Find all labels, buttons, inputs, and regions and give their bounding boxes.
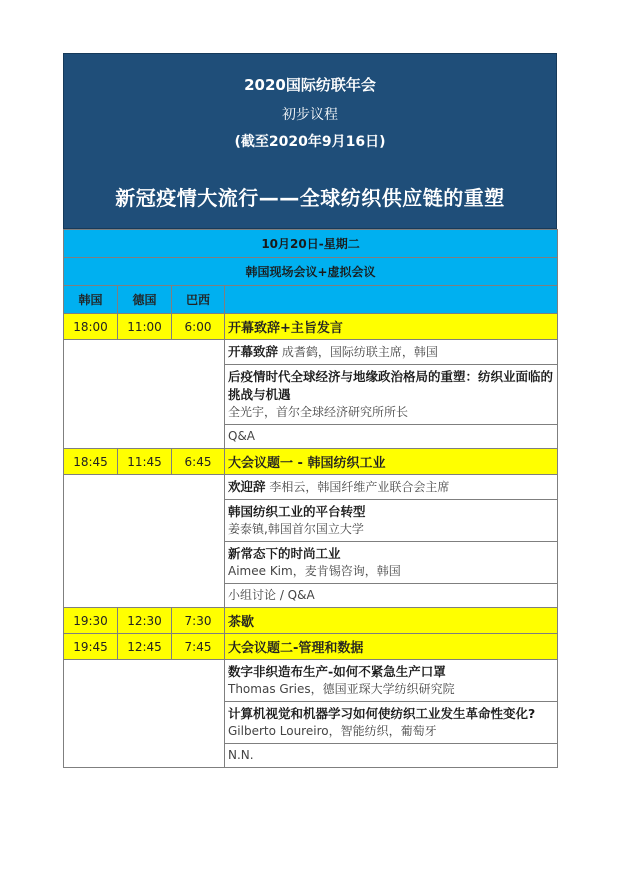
time-brazil: 6:45 [172, 449, 225, 475]
col-blank [225, 286, 558, 314]
agenda-item [225, 660, 558, 702]
item-title: 数字非织造布生产-如何不紧急生产口罩 [228, 664, 446, 679]
item-title: 开幕致辞 [228, 344, 279, 359]
col-germany: 德国 [118, 286, 172, 314]
format-band: 韩国现场会议+虚拟会议 [64, 258, 558, 286]
item-speaker: 李相云，韩国纤维产业联合会主席 [265, 480, 450, 494]
item-title: 欢迎辞 [228, 479, 266, 494]
session-title: 大会议题二-管理和数据 [225, 634, 558, 660]
time-brazil: 6:00 [172, 314, 225, 340]
col-brazil: 巴西 [172, 286, 225, 314]
event-title: 2020国际纺联年会 [244, 76, 376, 94]
time-germany: 12:30 [118, 608, 172, 634]
time-germany: 11:00 [118, 314, 172, 340]
item-title: 后疫情时代全球经济与地缘政治格局的重塑：纺织业面临的挑战与机遇 [228, 369, 554, 402]
empty-time-cell [64, 340, 225, 449]
agenda-item [225, 365, 558, 425]
agenda-item [225, 340, 558, 365]
agenda-subtitle: 初步议程 [282, 107, 338, 123]
item-text: 小组讨论 / Q&A [228, 588, 315, 602]
date-band: 10月20日-星期二 [64, 230, 558, 258]
col-korea: 韩国 [64, 286, 118, 314]
agenda-header [63, 53, 557, 229]
agenda-item [225, 425, 558, 449]
time-germany: 12:45 [118, 634, 172, 660]
agenda-date-note: (截至2020年9月16日) [234, 134, 386, 150]
agenda-item [225, 475, 558, 500]
item-title: 韩国纺织工业的平台转型 [228, 504, 366, 519]
agenda-item [225, 542, 558, 584]
time-korea: 18:45 [64, 449, 118, 475]
session-time-row [64, 634, 558, 660]
item-text: N.N. [228, 748, 254, 762]
agenda-table [63, 229, 558, 768]
time-germany: 11:45 [118, 449, 172, 475]
agenda-item [225, 744, 558, 768]
agenda-item-row [64, 475, 558, 500]
agenda-item [225, 500, 558, 542]
item-title: 计算机视觉和机器学习如何使纺织工业发生革命性变化? [228, 706, 536, 721]
item-speaker: 成耆鹤，国际纺联主席，韩国 [278, 345, 438, 359]
agenda-item [225, 584, 558, 608]
item-speaker: Gilberto Loureiro，智能纺织，葡萄牙 [228, 724, 437, 738]
agenda-item [225, 702, 558, 744]
time-korea: 18:00 [64, 314, 118, 340]
session-time-row [64, 608, 558, 634]
session-title: 开幕致辞+主旨发言 [225, 314, 558, 340]
item-speaker: 全光宇，首尔全球经济研究所所长 [228, 405, 409, 419]
session-time-row [64, 449, 558, 475]
session-time-row [64, 314, 558, 340]
time-korea: 19:30 [64, 608, 118, 634]
item-speaker: Aimee Kim，麦肯锡咨询，韩国 [228, 564, 401, 578]
conference-theme: 新冠疫情大流行——全球纺织供应链的重塑 [115, 186, 505, 210]
item-speaker: 姜泰镇,韩国首尔国立大学 [228, 522, 364, 536]
time-korea: 19:45 [64, 634, 118, 660]
agenda-item-row [64, 340, 558, 365]
empty-time-cell [64, 475, 225, 608]
session-title: 茶歇 [225, 608, 558, 634]
time-brazil: 7:45 [172, 634, 225, 660]
agenda-page [63, 53, 557, 768]
session-title: 大会议题一 - 韩国纺织工业 [225, 449, 558, 475]
time-brazil: 7:30 [172, 608, 225, 634]
timezone-header-row [64, 286, 558, 314]
item-title: 新常态下的时尚工业 [228, 546, 341, 561]
item-speaker: Thomas Gries，德国亚琛大学纺织研究院 [228, 682, 455, 696]
item-text: Q&A [228, 429, 256, 443]
empty-time-cell [64, 660, 225, 768]
agenda-item-row [64, 660, 558, 702]
